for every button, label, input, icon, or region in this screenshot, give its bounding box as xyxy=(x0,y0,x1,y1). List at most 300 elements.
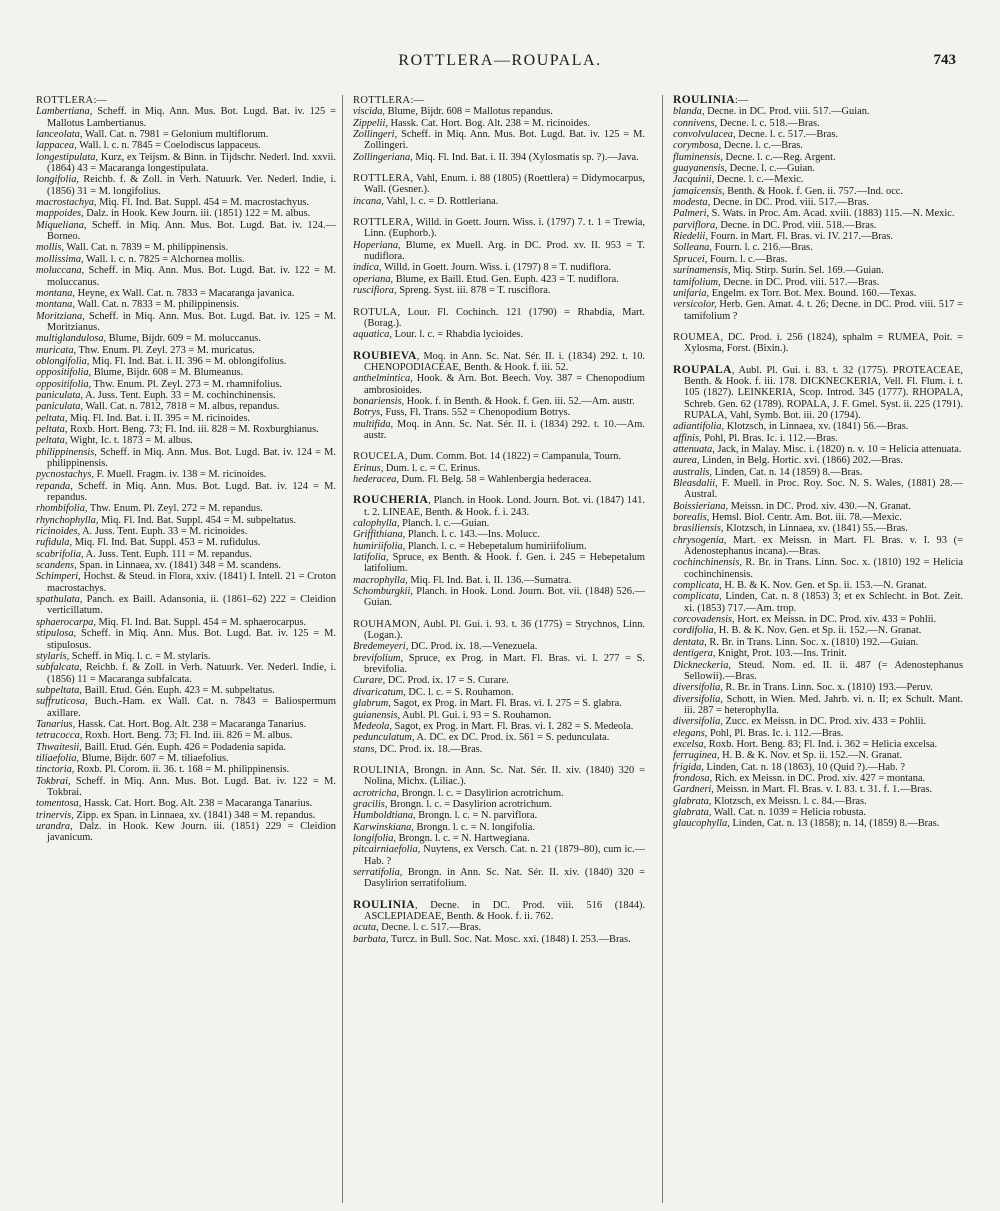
species-name: multiglandulosa, xyxy=(36,333,107,345)
species-name: peltata, xyxy=(36,423,68,435)
genus-heading xyxy=(353,619,645,642)
species-entry xyxy=(673,557,963,580)
genus-block xyxy=(673,365,963,830)
species-name: macrostachya, xyxy=(36,197,97,209)
species-entry xyxy=(353,240,645,263)
species-name: oblongifolia, xyxy=(36,355,90,367)
species-citation: Hook. f. in Benth. & Hook. f. Gen. iii. 52.—Am. austr. xyxy=(404,395,635,407)
species-citation: Scheff. in Miq. Ann. Mus. Bot. Lugd. Bat. iv. 124.—Borneo. xyxy=(47,219,336,243)
species-entry xyxy=(353,698,645,709)
species-entry xyxy=(36,730,336,741)
genus-heading xyxy=(353,307,645,330)
genus-citation: , Lour. Fl. Cochinch. 121 (1790) = Rhabdia, Mart. (Borag.). xyxy=(364,306,645,329)
species-citation: S. Wats. in Proc. Am. Acad. xviii. (1883) 115.—N. Mexic. xyxy=(709,208,955,220)
species-name: tiliaefolia, xyxy=(36,752,80,764)
species-name: oppositifolia, xyxy=(36,378,92,390)
species-citation: Blume, Bijdr. 609 = M. moluccanus. xyxy=(106,333,261,345)
species-name: cordifolia, xyxy=(673,625,717,637)
species-name: Sprucei, xyxy=(673,253,708,265)
species-citation: R. Br. in Trans. Linn. Soc. x. (1810) 193.—Peruv. xyxy=(722,682,933,694)
species-entry xyxy=(353,799,645,810)
genus-heading xyxy=(673,332,963,355)
species-citation: Lour. l. c. = Rhabdia lycioides. xyxy=(391,329,524,341)
species-entry xyxy=(36,265,336,288)
species-entry xyxy=(673,140,963,151)
column-content xyxy=(343,95,645,945)
species-entry xyxy=(36,810,336,821)
column-content xyxy=(36,95,336,844)
species-citation: Span. in Linnaea, xv. (1841) 348 = M. scandens. xyxy=(76,560,282,572)
species-entry xyxy=(353,575,645,586)
species-entry xyxy=(673,716,963,727)
species-name: corymbosa, xyxy=(673,140,722,152)
species-name: Lambertiana, xyxy=(36,106,93,118)
species-name: diversifolia, xyxy=(673,682,723,694)
species-entry xyxy=(36,821,336,844)
species-citation: Fourn. in Mart. Fl. Bras. vi. IV. 217.—Bras. xyxy=(707,231,894,243)
species-name: multifida, xyxy=(353,418,394,430)
species-list xyxy=(353,922,645,945)
species-citation: Kurz, ex Teijsm. & Binn. in Tijdschr. Nederl. Ind. xxvii. (1864) 43 = Macaranga longestipulata. xyxy=(47,151,336,175)
species-name: stylaris, xyxy=(36,650,70,662)
species-citation: Scheff. in Miq. Ann. Mus. Bot. Lugd. Bat. iv. 125 = M. Zollingeri. xyxy=(364,129,645,152)
genus-name: ROULINIA xyxy=(673,95,735,106)
species-entry xyxy=(36,424,336,435)
species-citation: Decne. in DC. Prod. viii. 517.—Guian. xyxy=(704,106,870,118)
species-entry xyxy=(353,822,645,833)
species-citation: R. Br. in Trans. Linn. Soc. x. (1810) 192 = Helicia cochinchinensis. xyxy=(684,557,963,580)
species-citation: Scheff. in Miq. Ann. Mus. Bot. Lugd. Bat. iv. 122 = M. moluccanus. xyxy=(47,265,336,288)
species-citation: Rich. ex Meissn. in DC. Prod. xiv. 427 = montana. xyxy=(712,772,926,784)
species-citation: Hassk. Cat. Hort. Bog. Alt. 238 = Macaranga Tanarius. xyxy=(81,798,313,810)
species-name: Griffithiana, xyxy=(353,529,406,541)
species-citation: Brongn. l. c. = Dasylirion acrotrichum. xyxy=(399,787,564,799)
species-entry xyxy=(673,807,963,818)
species-entry xyxy=(36,764,336,775)
genus-citation: , DC. Prod. i. 256 (1824), sphalm = RUMEA, Poit. = Xylosma, Forst. (Bixin.). xyxy=(684,331,963,355)
species-entry xyxy=(673,535,963,558)
species-entry xyxy=(353,744,645,755)
genus-name: ROTTLERA xyxy=(353,217,411,229)
species-name: mappoides, xyxy=(36,208,84,220)
species-entry xyxy=(353,675,645,686)
species-citation: Miq. Fl. Ind. Bat. i. II. 394 (Xylosmatis sp. ?).—Java. xyxy=(412,151,639,163)
species-citation: Scheff. in Miq. Ann. Mus. Bot. Lugd. Bat. iv. 124 = M. repandus. xyxy=(47,480,336,504)
species-name: acuta, xyxy=(353,922,379,934)
species-list xyxy=(36,106,336,843)
species-entry xyxy=(36,413,336,424)
species-citation: Miq. Stirp. Surin. Sel. 169.—Guian. xyxy=(730,265,884,277)
species-citation: Vahl, l. c. = D. Rottleriana. xyxy=(383,195,499,207)
species-name: guayanensis, xyxy=(673,163,727,175)
species-list xyxy=(353,373,645,441)
species-citation: Decne. in DC. Prod. viii. 517.—Bras. xyxy=(720,276,880,288)
species-name: versicolor, xyxy=(673,299,717,311)
genus-name: ROULINIA xyxy=(353,898,415,911)
species-citation: Linden, in Belg. Hortic. xvi. (1866) 202.—Bras. xyxy=(699,455,903,467)
genus-name: ROTULA xyxy=(353,306,398,318)
species-entry xyxy=(36,390,336,401)
species-entry xyxy=(353,129,645,152)
species-entry xyxy=(673,512,963,523)
species-name: Zollingeri, xyxy=(353,129,398,141)
genus-block xyxy=(353,307,645,341)
species-name: latifolia, xyxy=(353,552,389,564)
species-name: aurea, xyxy=(673,455,700,467)
genus-name: ROUCHERIA xyxy=(353,494,429,507)
species-name: tinctoria, xyxy=(36,764,75,776)
column-right xyxy=(662,95,963,1203)
species-name: trinervis, xyxy=(36,809,74,821)
species-name: calophylla, xyxy=(353,518,400,529)
species-entry xyxy=(36,549,336,560)
genus-citation: , Aubl. Pl. Gui. i. 93. t. 36 (1775) = Strychnos, Linn. (Logan.). xyxy=(364,618,645,642)
species-entry xyxy=(36,254,336,265)
genus-block xyxy=(353,900,645,945)
species-name: operiana, xyxy=(353,273,394,285)
species-entry xyxy=(673,433,963,444)
species-entry xyxy=(353,732,645,743)
species-entry xyxy=(673,648,963,659)
species-entry xyxy=(36,152,336,175)
species-citation: Meissn. in DC. Prod. xiv. 430.—N. Granat. xyxy=(728,500,912,512)
species-entry xyxy=(36,367,336,378)
species-name: oppositifolia, xyxy=(36,367,92,379)
species-entry xyxy=(36,299,336,310)
species-entry xyxy=(673,660,963,683)
genus-block xyxy=(353,451,645,485)
species-citation: Dalz. in Hook. Kew Journ. iii. (1851) 229 = Cleidion javanicum. xyxy=(47,821,336,844)
species-entry xyxy=(353,106,645,117)
species-list xyxy=(673,106,963,322)
species-entry xyxy=(353,285,645,296)
species-entry xyxy=(36,242,336,253)
species-name: frigida, xyxy=(673,761,704,773)
species-list xyxy=(353,463,645,486)
species-name: jamaicensis, xyxy=(673,185,725,197)
species-entry xyxy=(36,503,336,514)
species-citation: Decne. in DC. Prod. viii. 517.—Bras. xyxy=(710,197,869,209)
genus-name: ROUMEA xyxy=(673,331,721,343)
species-name: complicata, xyxy=(673,591,722,603)
species-citation: Scheff. in Miq. l. c. = M. stylaris. xyxy=(69,650,211,662)
species-name: Curare, xyxy=(353,675,386,687)
species-entry xyxy=(36,696,336,719)
species-citation: DC. Prod. ix. 17 = S. Curare. xyxy=(385,675,509,687)
species-name: bonariensis, xyxy=(353,395,405,407)
species-list xyxy=(353,106,645,163)
species-citation: Hort. ex Meissn. in DC. Prod. xiv. 433 = Pohlii. xyxy=(734,614,937,626)
species-entry xyxy=(36,662,336,685)
species-name: Tanarius, xyxy=(36,718,76,730)
species-name: rhombifolia, xyxy=(36,503,88,515)
species-name: viscida, xyxy=(353,106,386,118)
species-name: diversifolia, xyxy=(673,716,723,728)
species-entry xyxy=(673,299,963,322)
species-entry xyxy=(673,118,963,129)
species-entry xyxy=(353,810,645,821)
species-name: ricinoides, xyxy=(36,526,81,538)
species-entry xyxy=(353,710,645,721)
species-name: adiantifolia, xyxy=(673,421,725,433)
species-entry xyxy=(673,728,963,739)
species-citation: Blume, ex Muell. Arg. in DC. Prod. xv. II. 953 = T. nudiflora. xyxy=(364,239,645,263)
species-citation: Hemsl. Biol. Centr. Am. Bot. iii. 78.—Mexic. xyxy=(709,512,902,524)
genus-citation: :— xyxy=(410,95,424,106)
species-entry xyxy=(353,152,645,163)
species-name: connivens, xyxy=(673,117,718,129)
genus-block xyxy=(353,95,645,163)
species-citation: Thw. Enum. Pl. Zeyl. 273 = M. rhamnifolius. xyxy=(91,378,283,390)
species-citation: Decne. l. c.—Guian. xyxy=(726,163,815,175)
species-name: mollis, xyxy=(36,242,65,254)
species-citation: A. Juss. Tent. Euph. 33 = M. cochinchinensis. xyxy=(83,389,276,401)
species-entry xyxy=(36,798,336,809)
species-name: macrophylla, xyxy=(353,574,408,586)
species-name: parviflora, xyxy=(673,219,718,231)
genus-heading xyxy=(353,351,645,374)
species-name: longifolia, xyxy=(353,832,397,844)
species-citation: Linden, Cat. n. 14 (1859) 8.—Bras. xyxy=(711,466,863,478)
species-citation: Scheff. in Miq. Ann. Mus. Bot. Lugd. Bat. iv. 124 = M. philippinensis. xyxy=(47,446,336,469)
species-entry xyxy=(673,242,963,253)
species-entry xyxy=(36,685,336,696)
genus-heading xyxy=(353,765,645,788)
species-entry xyxy=(673,421,963,432)
species-name: Hoperiana, xyxy=(353,239,401,251)
species-entry xyxy=(36,651,336,662)
species-citation: Klotzsch, in Linnaea, xv. (1841) 56.—Bras. xyxy=(724,421,909,433)
species-list xyxy=(353,240,645,297)
species-name: Miqueliana, xyxy=(36,219,87,231)
species-citation: Sagot, ex Prog. in Mart. Fl. Bras. vi. I. 282 = S. Medeola. xyxy=(391,720,634,732)
species-name: frondosa, xyxy=(673,772,713,784)
species-entry xyxy=(36,106,336,129)
running-title: ROTTLERA—ROUPALA. xyxy=(398,52,602,69)
species-entry xyxy=(353,463,645,474)
species-entry xyxy=(673,208,963,219)
genus-block xyxy=(36,95,336,844)
species-citation: DC. l. c. = S. Rouhamon. xyxy=(405,686,514,698)
species-entry xyxy=(36,469,336,480)
species-citation: Moq. in Ann. Sc. Nat. Sér. II. i. (1834) 292. t. 10.—Am. austr. xyxy=(364,418,645,441)
species-citation: Wall. Cat. n. 7833 = M. philippinensis. xyxy=(74,299,240,311)
genus-block xyxy=(673,332,963,355)
species-entry xyxy=(673,784,963,795)
species-name: dentigera, xyxy=(673,648,716,660)
species-name: ruscifiora, xyxy=(353,285,397,297)
species-entry xyxy=(36,447,336,470)
species-entry xyxy=(673,254,963,265)
species-name: urandra, xyxy=(36,821,73,832)
species-list xyxy=(353,329,645,340)
species-entry xyxy=(353,922,645,933)
page-number: 743 xyxy=(933,52,956,68)
species-citation: Roxb. Hort. Beng. 73; Fl. Ind. iii. 826 = M. albus. xyxy=(82,730,293,742)
species-name: brasiliensis, xyxy=(673,523,724,535)
species-citation: Scheff. in Miq. Ann. Mus. Bot. Lugd. Bat. iv. 122 = M. Tokbrai. xyxy=(47,775,336,798)
species-entry xyxy=(673,739,963,750)
species-citation: Nuytens, ex Versch. Cat. n. 21 (1879–80), cum ic.—Hab. ? xyxy=(364,844,645,867)
species-name: brevifolium, xyxy=(353,652,404,664)
species-list xyxy=(353,641,645,754)
species-entry xyxy=(353,641,645,652)
genus-heading xyxy=(673,365,963,422)
genus-block xyxy=(353,217,645,296)
genus-block xyxy=(673,95,963,322)
species-entry xyxy=(673,773,963,784)
species-name: spathulata, xyxy=(36,594,83,606)
species-entry xyxy=(353,407,645,418)
species-citation: H. B. & K. Nov. et Sp. ii. 152.—N. Granat. xyxy=(719,750,903,762)
species-name: Jacquinii, xyxy=(673,174,715,186)
species-name: pycnostachys, xyxy=(36,469,94,481)
species-citation: Baill. Etud. Gén. Euph. 426 = Podadenia sapida. xyxy=(81,741,287,753)
genus-citation: , Moq. in Ann. Sc. Nat. Sér. II. i. (1834) 292. t. 10. CHENOPODIACEAE, Benth. & Hook. f. iii. 52. xyxy=(364,350,645,373)
species-citation: Decne. l. c. 517.—Bras. xyxy=(735,129,839,141)
species-citation: Brongn. l. c. = N. parviflora. xyxy=(415,810,538,822)
species-entry xyxy=(673,174,963,185)
species-citation: Hassk. Cat. Hort. Bog. Alt. 238 = Macaranga Tanarius. xyxy=(75,718,307,730)
species-entry xyxy=(36,481,336,504)
genus-citation: :— xyxy=(93,95,107,106)
species-entry xyxy=(36,560,336,571)
species-name: chrysogenia, xyxy=(673,534,727,546)
species-name: Solleana, xyxy=(673,242,712,254)
species-entry xyxy=(36,174,336,197)
species-entry xyxy=(673,288,963,299)
species-citation: Miq. Fl. Ind. Bat. Suppl. 454 = M. subpeltatus. xyxy=(98,514,296,526)
species-entry xyxy=(36,537,336,548)
species-citation: Klotzsch, ex Meissn. l. c. 84.—Bras. xyxy=(711,795,867,807)
genus-citation: :— xyxy=(735,95,749,106)
species-entry xyxy=(673,637,963,648)
species-citation: Turcz. in Bull. Soc. Nat. Mosc. xxi. (1848) I. 253.—Bras. xyxy=(388,933,631,945)
species-entry xyxy=(673,152,963,163)
species-citation: R. Br. in Trans. Linn. Soc. x. (1810) 192.—Guian. xyxy=(706,636,919,648)
species-citation: Willd. in Goett. Journ. Wiss. i. (1797) 8 = T. nudiflora. xyxy=(381,262,611,274)
species-citation: Miq. Fl. Ind. Bat. Suppl. 454 = M. sphaerocarpus. xyxy=(95,616,307,628)
species-name: Botrys, xyxy=(353,407,383,419)
genus-heading xyxy=(353,95,645,106)
species-citation: Wall. l. c. n. 7845 = Coelodiscus lappaceus. xyxy=(76,140,261,152)
species-citation: Wall. Cat. n. 1039 = Helicia robusta. xyxy=(711,806,867,818)
species-name: fluminensis, xyxy=(673,151,723,163)
column-left xyxy=(36,95,336,1203)
species-name: scabrifolia, xyxy=(36,548,84,560)
species-name: tetracocca, xyxy=(36,730,83,742)
species-citation: Miq. Fl. Ind. Bat. Suppl. 454 = M. macrostachyus. xyxy=(96,197,310,209)
species-name: corcovadensis, xyxy=(673,614,735,626)
species-name: affinis, xyxy=(673,432,702,444)
species-citation: Wall. l. c. n. 7825 = Alchornea mollis. xyxy=(83,253,245,265)
species-entry xyxy=(353,687,645,698)
species-name: Boissieriana, xyxy=(673,500,729,512)
species-entry xyxy=(353,118,645,129)
species-name: tomentosa, xyxy=(36,798,82,810)
species-list xyxy=(673,421,963,829)
species-entry xyxy=(36,197,336,208)
species-citation: Decne. l. c. 518.—Bras. xyxy=(717,117,820,129)
species-citation: Blume, ex Baill. Etud. Gen. Euph. 423 = T. nudiflora. xyxy=(393,273,619,285)
species-citation: F. Muell. in Proc. Roy. Soc. N. S. Wales, (1881) 28.—Austral. xyxy=(684,478,963,501)
species-citation: Hassk. Cat. Hort. Bog. Alt. 238 = M. ricinoides. xyxy=(387,117,591,129)
species-citation: Jack, in Malay. Misc. i. (1820) n. v. 10 = Helicia attenuata. xyxy=(714,443,962,455)
species-entry xyxy=(673,455,963,466)
species-citation: Linden, Cat. n. 8 (1853) 3; et ex Schlecht. in Bot. Zeit. xi. (1853) 717.—Am. trop. xyxy=(684,591,963,614)
species-citation: Spruce, ex Prog. in Mart. Fl. Bras. vi. I. 277 = S. brevifolia. xyxy=(364,652,645,676)
species-name: glabrum, xyxy=(353,698,391,710)
species-citation: Klotzsch, in Linnaea, xv. (1841) 55.—Bras. xyxy=(723,523,908,535)
species-name: attenuata, xyxy=(673,443,715,455)
species-entry xyxy=(36,753,336,764)
species-entry xyxy=(353,419,645,442)
species-name: sphaerocarpa, xyxy=(36,616,96,628)
species-name: convolvulacea, xyxy=(673,129,736,141)
species-citation: Brongn. l. c. = N. longifolia. xyxy=(413,821,535,833)
species-citation: A. DC. ex DC. Prod. ix. 561 = S. pedunculata. xyxy=(414,732,610,744)
species-citation: Zucc. ex Meissn. in DC. Prod. xiv. 433 = Pohlii. xyxy=(722,716,927,728)
species-citation: Panch. ex Baill. Adansonia, ii. (1861–62) 222 = Cleidion verticillatum. xyxy=(47,594,336,617)
species-entry xyxy=(353,934,645,945)
genus-heading xyxy=(353,217,645,240)
species-name: scandens, xyxy=(36,560,77,572)
species-name: complicata, xyxy=(673,580,722,592)
species-entry xyxy=(673,277,963,288)
species-citation: Schott, in Wien. Med. Jahrb. vi. n. II; ex Schult. Mant. iii. 287 = heterophylla. xyxy=(684,693,963,716)
species-entry xyxy=(673,231,963,242)
species-citation: Fourn. l. c. 216.—Bras. xyxy=(711,242,813,254)
species-entry xyxy=(36,617,336,628)
species-citation: Roxb. Hort. Beng. 73; Fl. Ind. iii. 828 = M. Roxburghianus. xyxy=(67,423,319,435)
species-list xyxy=(353,518,645,609)
species-name: moluccana, xyxy=(36,265,85,277)
species-name: tamifolium, xyxy=(673,276,721,288)
species-name: philippinensis, xyxy=(36,446,97,458)
species-list xyxy=(353,788,645,890)
species-name: blanda, xyxy=(673,106,705,118)
species-entry xyxy=(36,129,336,140)
species-name: suffruticosa, xyxy=(36,696,88,708)
genus-name: ROUHAMON xyxy=(353,618,418,630)
species-entry xyxy=(353,586,645,609)
species-name: acrotricha, xyxy=(353,787,400,799)
species-name: peltata, xyxy=(36,435,68,447)
genus-name: ROTTLERA xyxy=(36,95,94,106)
species-name: Schomburgkii, xyxy=(353,586,413,598)
species-name: barbata, xyxy=(353,933,389,945)
species-entry xyxy=(673,501,963,512)
genus-citation: , Planch. in Hook. Lond. Journ. Bot. vi. (1847) 141. t. 2. LINEAE, Benth. & Hook. f. i. 243. xyxy=(364,495,645,518)
species-citation: Decne. l. c.—Reg. Argent. xyxy=(722,151,836,163)
species-entry xyxy=(36,401,336,412)
species-entry xyxy=(36,776,336,799)
species-name: pedunculatum, xyxy=(353,732,415,744)
species-name: longifolia, xyxy=(36,174,80,186)
species-name: Bleasdalii, xyxy=(673,478,718,489)
species-name: indica, xyxy=(353,262,382,274)
species-name: modesta, xyxy=(673,197,711,209)
species-citation: H. B. & K. Nov. Gen. et Sp. ii. 153.—N. Granat. xyxy=(721,580,927,592)
species-name: Zippelii, xyxy=(353,117,388,129)
species-citation: Blume, Bijdr. 607 = M. tiliaefolius. xyxy=(79,752,229,764)
species-entry xyxy=(673,750,963,761)
species-name: repanda, xyxy=(36,480,73,492)
genus-citation: , Vahl, Enum. i. 88 (1805) (Roettlera) = Didymocarpus, Wall. (Gesner.). xyxy=(364,173,645,196)
species-entry xyxy=(353,541,645,552)
species-entry xyxy=(353,373,645,396)
genus-block xyxy=(353,351,645,442)
